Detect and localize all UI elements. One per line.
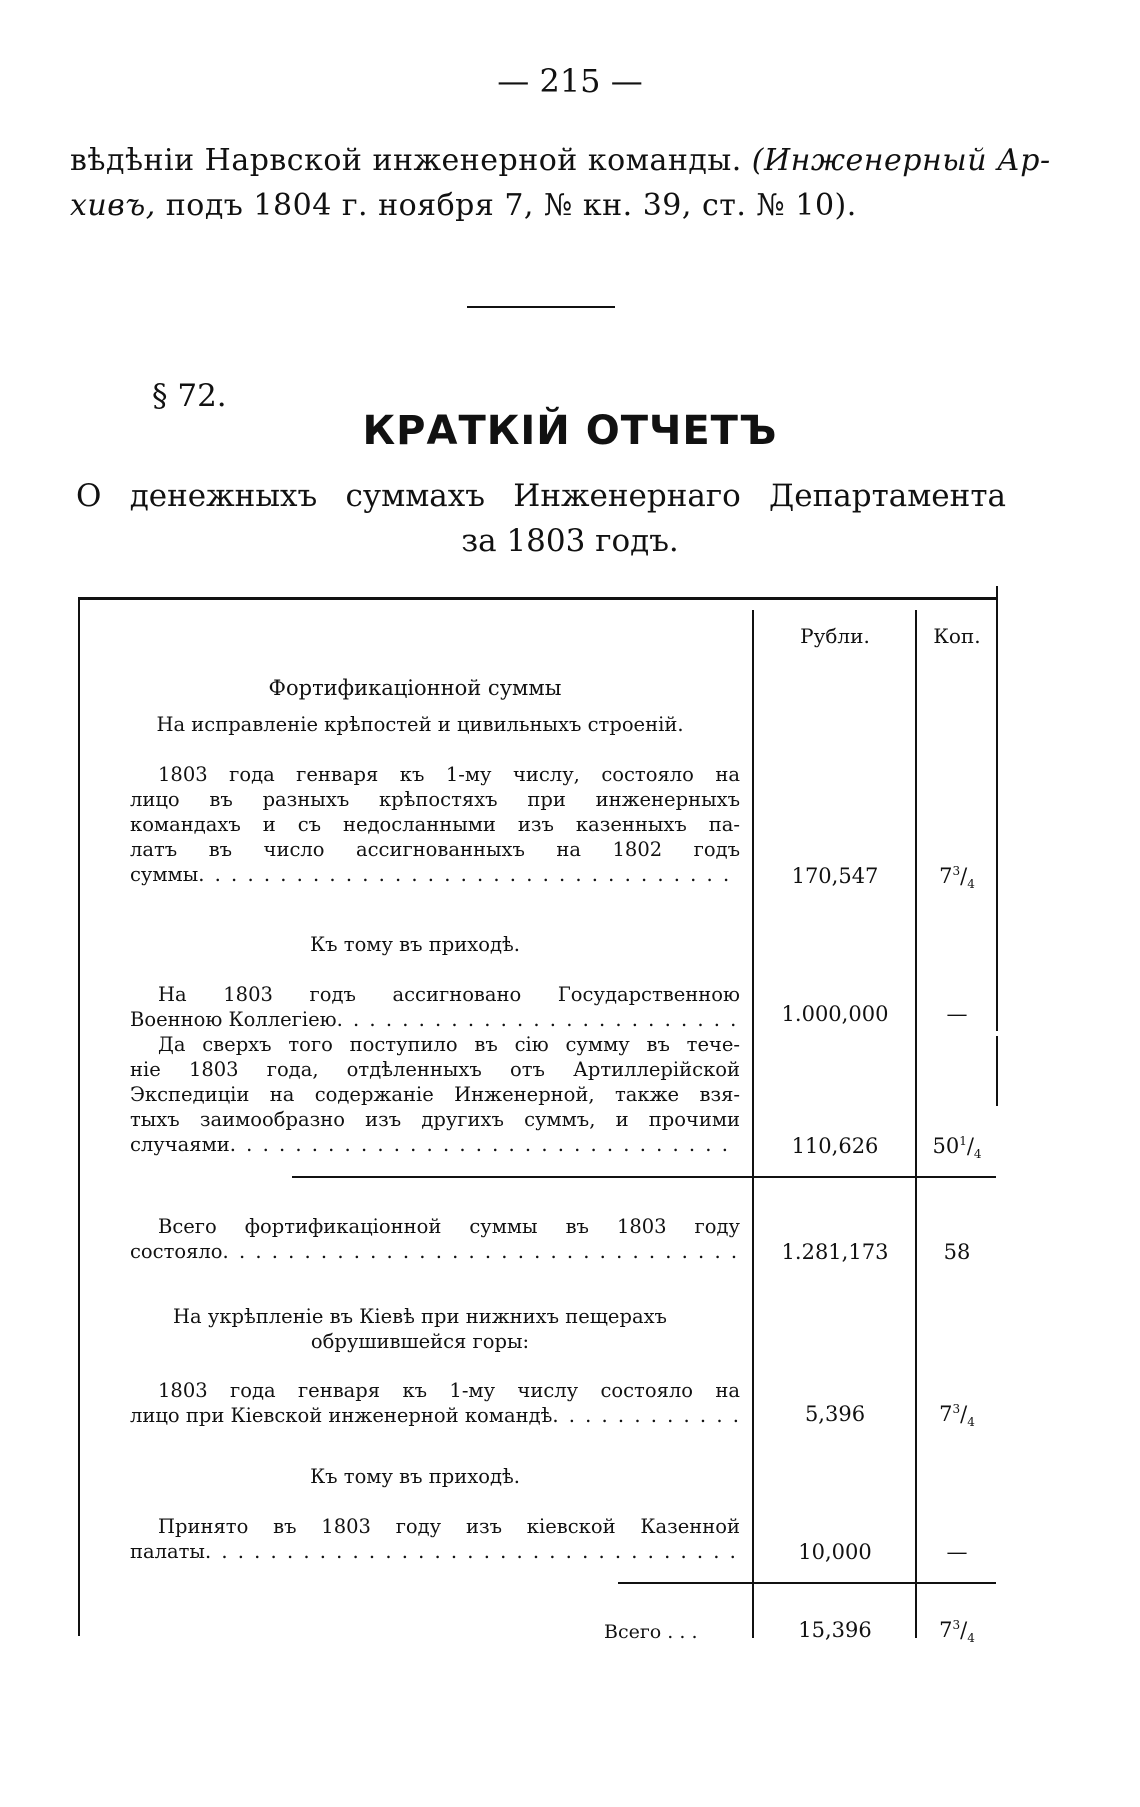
separator-rule [467, 306, 615, 308]
rubles-value: 110,626 [791, 1134, 879, 1158]
entry-line: ніе 1803 года, отдѣленныхъ отъ Артиллерійской [130, 1058, 740, 1081]
entry-line: 1803 года генваря къ 1-му числу состояло на [158, 1379, 740, 1402]
entry-line: На 1803 годъ ассигновано Государственною [158, 983, 740, 1006]
entry-last-line [130, 862, 740, 887]
entry-line: Всего фортификаціонной суммы въ 1803 году [158, 1215, 740, 1238]
section-number: § 72. [152, 378, 227, 414]
income-heading: Къ тому въ приходѣ. [310, 933, 520, 956]
table-right-border [996, 586, 998, 1031]
table-left-border [78, 598, 80, 1636]
report-subtitle-line-1 [76, 478, 1006, 514]
kopecks-value: — [946, 1540, 968, 1564]
fortification-title: Фортификаціонной суммы [268, 676, 562, 700]
dot-leader [337, 1007, 740, 1032]
kopecks-int: 7 [939, 1402, 953, 1426]
entry-fortification-total [130, 1214, 740, 1264]
entry-last-line [130, 1539, 740, 1564]
rubles-value: 15,396 [798, 1618, 872, 1642]
archive-reference-cont: хивъ, [70, 188, 156, 223]
entry-line-text: лицо при Кіевской инженерной командѣ [130, 1404, 553, 1427]
kopecks-value: — [946, 1002, 968, 1026]
entry-line: латъ въ число ассигнованныхъ на 1802 годъ [130, 838, 740, 861]
entry-kiev-treasury-receipt [130, 1514, 740, 1564]
kopecks-frac-den: 4 [973, 1147, 982, 1162]
subtitle-word: Департамента [769, 478, 1006, 514]
entry-last-line [130, 1007, 740, 1032]
dot-leader [205, 1539, 740, 1564]
kiev-title-line: На укрѣпленіе въ Кіевѣ при нижнихъ пещерахъ [173, 1305, 667, 1328]
kopecks-frac-num: 3 [952, 1402, 961, 1416]
kopecks-value: $7^3/_4$ [939, 1402, 975, 1430]
kopecks-value: 58 [943, 1240, 971, 1264]
subtitle-word: денежныхъ [129, 478, 318, 514]
subtitle-word: суммахъ [345, 478, 485, 514]
entry-last-line [130, 1239, 740, 1264]
kopecks-frac-den: 4 [967, 1415, 975, 1430]
archive-reference: (Инженерный Ар- [751, 143, 1051, 178]
kiev-total-rule [618, 1582, 996, 1584]
kopecks-int: 50 [932, 1134, 960, 1158]
table-top-rule [78, 597, 996, 600]
kiev-total-label: Всего . . . [604, 1621, 698, 1643]
dot-leader [223, 1239, 740, 1264]
report-heading: КРАТКІЙ ОТЧЕТЪ [362, 408, 778, 454]
rubles-value: 1.281,173 [781, 1240, 889, 1264]
entry-additional-receipts [130, 1032, 740, 1157]
continuation-line-2 [70, 188, 857, 223]
kopecks-value: $7^3/_4$ [939, 864, 975, 892]
rubles-value: 5,396 [804, 1402, 866, 1426]
subtitle-word: О [76, 478, 102, 514]
rubles-value: 170,547 [791, 864, 879, 888]
dot-leader [552, 1403, 740, 1428]
continuation-line-1 [70, 143, 1051, 178]
entry-line: лицо въ разныхъ крѣпостяхъ при инженерныхъ [130, 788, 740, 811]
archive-citation: подъ 1804 г. ноября 7, № кн. 39, ст. № 10). [165, 188, 857, 223]
dot-leader [198, 862, 740, 887]
entry-line: Принято въ 1803 году изъ кіевской Казенной [158, 1515, 740, 1538]
entry-line-text: случаями [130, 1133, 230, 1156]
page-number: — 215 — [497, 62, 643, 100]
rubles-value: 10,000 [798, 1540, 872, 1564]
entry-kiev-opening-balance [130, 1378, 740, 1428]
entry-line: Да сверхъ того поступило въ сію сумму въ тече- [158, 1033, 740, 1056]
fortification-subtitle: На исправленіе крѣпостей и цивильныхъ строеній. [156, 713, 684, 736]
entry-state-allocation [130, 982, 740, 1032]
kiev-section-title [90, 1304, 750, 1354]
entry-last-line [130, 1132, 740, 1157]
kopecks-frac-num: 1 [959, 1134, 967, 1148]
kiev-title-line: обрушившейся горы: [310, 1330, 530, 1353]
dot-leader [230, 1132, 740, 1157]
kopecks-frac-den: 4 [967, 877, 975, 892]
entry-line: Экспедиціи на содержаніе Инженерной, также взя- [130, 1083, 740, 1106]
kopecks-frac-den: 4 [967, 1631, 975, 1646]
kopecks-value: $7^3/_4$ [939, 1618, 975, 1646]
entry-line-text: суммы [130, 863, 199, 886]
kopecks-frac-num: 3 [952, 1618, 961, 1632]
entry-line-text: состояло [130, 1240, 223, 1263]
entry-line: 1803 года генваря къ 1-му числу, состояло на [158, 763, 740, 786]
continuation-text: вѣдѣніи Нарвской инженерной команды. [70, 143, 742, 178]
kopecks-frac-num: 3 [952, 864, 961, 878]
rubles-column-divider [752, 610, 754, 1638]
table-right-border-lower [996, 1036, 998, 1106]
report-subtitle-line-2: за 1803 годъ. [461, 523, 679, 559]
kopecks-value: $50^1/_4$ [932, 1134, 982, 1162]
kopecks-int: 7 [939, 1618, 953, 1642]
entry-line-text: Военною Коллегіею [130, 1008, 337, 1031]
entry-last-line [130, 1403, 740, 1428]
entry-line-text: палаты [130, 1540, 205, 1563]
subtitle-word: Инженернаго [513, 478, 741, 514]
entry-line: тыхъ заимообразно изъ другихъ суммъ, и прочими [130, 1108, 740, 1131]
kopecks-column-divider [915, 610, 917, 1638]
entry-line: командахъ и съ недосланными изъ казенныхъ па- [130, 813, 740, 836]
rubles-value: 1.000,000 [781, 1002, 889, 1026]
entry-opening-balance [130, 762, 740, 887]
subtotal-rule [292, 1176, 996, 1178]
kopecks-int: 7 [939, 864, 953, 888]
income-heading: Къ тому въ приходѣ. [310, 1465, 520, 1488]
kopecks-column-header: Коп. [933, 624, 981, 648]
rubles-column-header: Рубли. [800, 624, 870, 648]
